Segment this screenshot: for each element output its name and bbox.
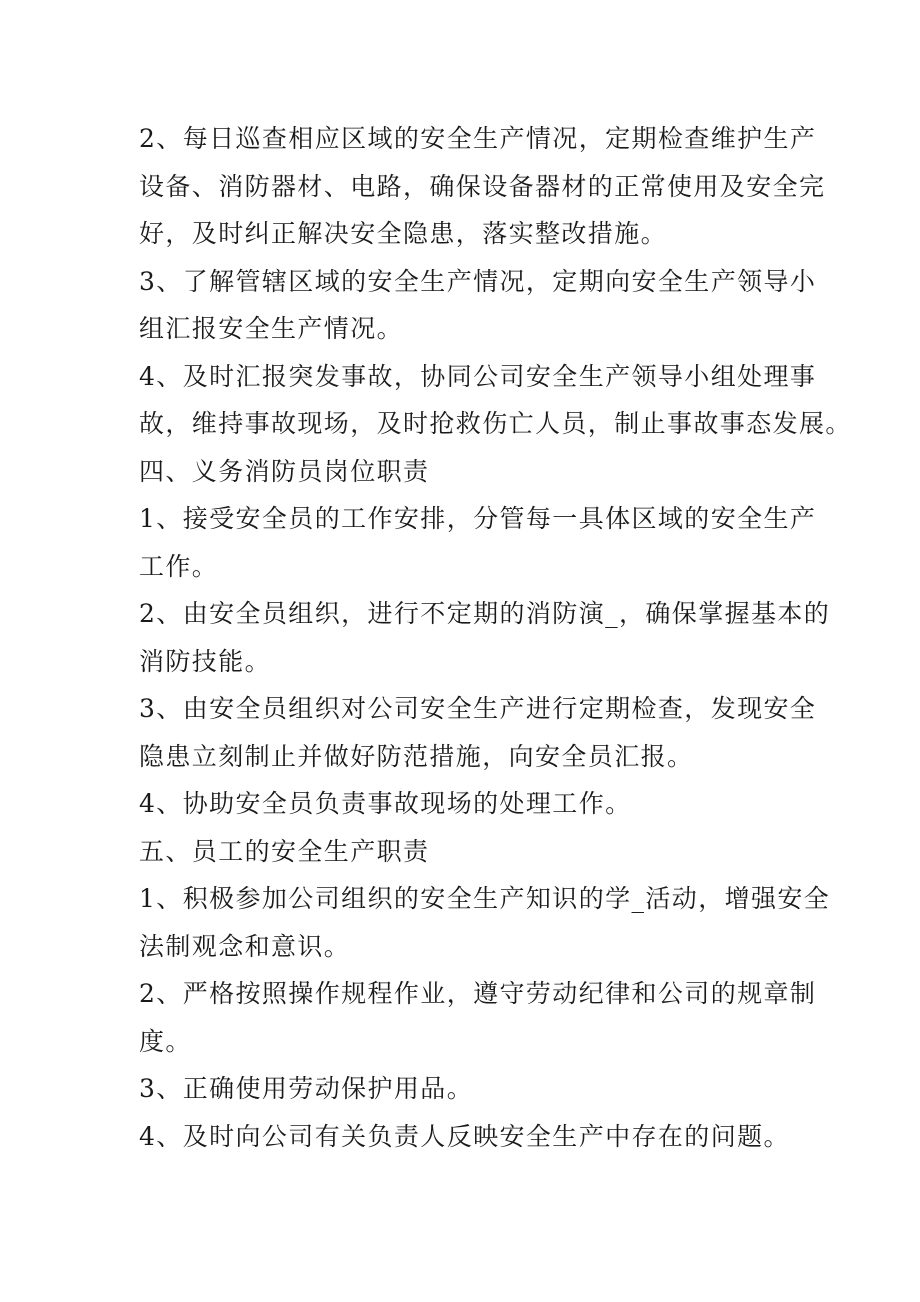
text-line: 1、接受安全员的工作安排，分管每一具体区域的安全生产 bbox=[139, 504, 817, 533]
text-line: 3、由安全员组织对公司安全生产进行定期检查，发现安全 bbox=[139, 694, 817, 723]
text-line: 4、及时向公司有关负责人反映安全生产中存在的问题。 bbox=[139, 1121, 790, 1151]
text-line: 度。 bbox=[139, 1026, 192, 1056]
text-line: 2、每日巡查相应区域的安全生产情况，定期检查维护生产 bbox=[139, 124, 817, 153]
text-line: 2、严格按照操作规程作业，遵守劳动纪律和公司的规章制 bbox=[139, 979, 817, 1008]
text-line: 4、协助安全员负责事故现场的处理工作。 bbox=[139, 789, 632, 818]
document-body bbox=[139, 115, 852, 1160]
text-line: 工作。 bbox=[139, 551, 219, 581]
text-line: 4、及时汇报突发事故，协同公司安全生产领导小组处理事 bbox=[139, 361, 817, 391]
text-line: 设备、消防器材、电路，确保设备器材的正常使用及安全完 bbox=[139, 171, 826, 201]
section-heading: 五、员工的安全生产职责 bbox=[139, 836, 430, 866]
section-heading: 四、义务消防员岗位职责 bbox=[139, 456, 430, 486]
text-line: 1、积极参加公司组织的安全生产知识的学_活动，增强安全 bbox=[139, 884, 831, 913]
text-line: 组汇报安全生产情况。 bbox=[139, 314, 404, 343]
text-line: 法制观念和意识。 bbox=[139, 931, 351, 961]
text-line: 3、了解管辖区域的安全生产情况，定期向安全生产领导小 bbox=[139, 266, 817, 296]
text-line: 隐患立刻制止并做好防范措施，向安全员汇报。 bbox=[139, 741, 694, 771]
text-line: 3、正确使用劳动保护用品。 bbox=[139, 1074, 474, 1103]
text-line: 好，及时纠正解决安全隐患，落实整改措施。 bbox=[139, 219, 668, 248]
text-line: 消防技能。 bbox=[139, 646, 272, 676]
text-line: 2、由安全员组织，进行不定期的消防演_，确保掌握基本的 bbox=[139, 599, 831, 628]
text-line: 故，维持事故现场，及时抢救伤亡人员，制止事故事态发展。 bbox=[139, 409, 852, 438]
